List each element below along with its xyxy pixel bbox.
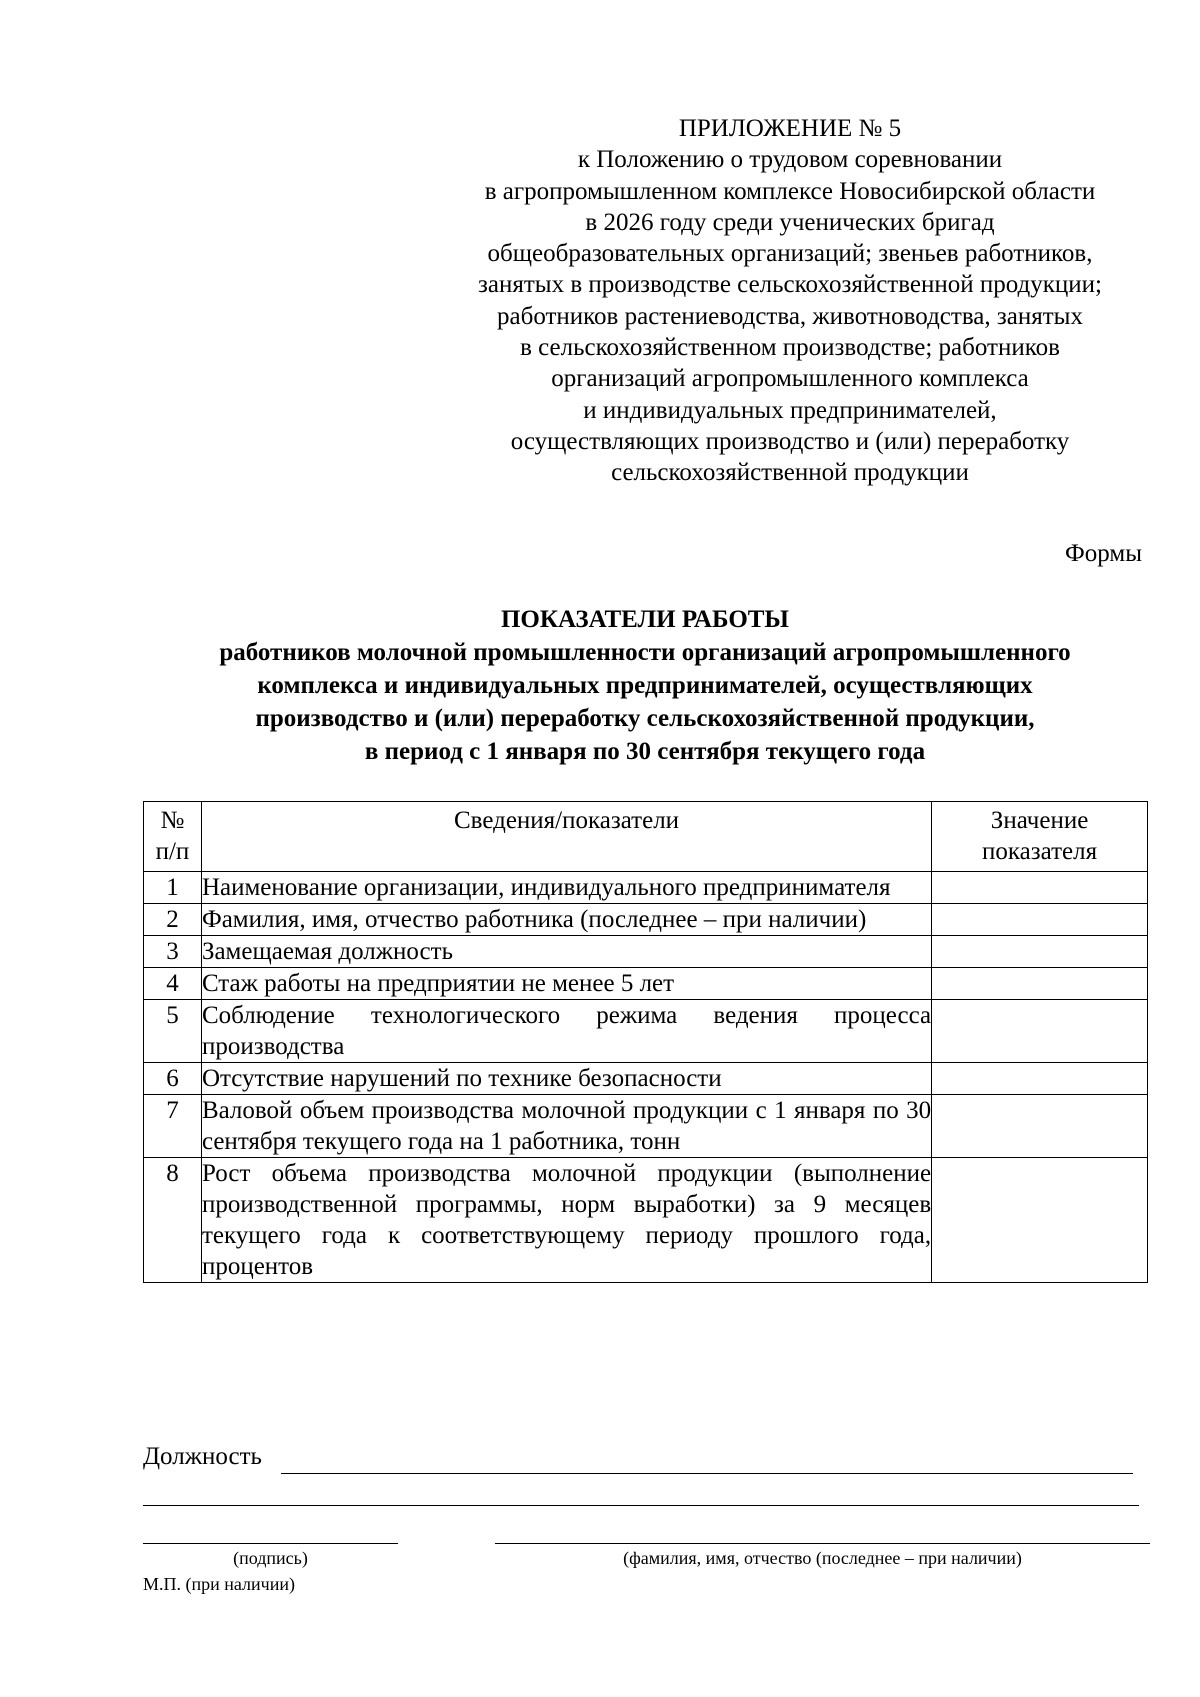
row-number: 5 (144, 1000, 202, 1063)
position-continuation-line[interactable] (143, 1505, 1139, 1506)
table-row (144, 1158, 1148, 1283)
table-row (144, 872, 1148, 904)
row-value-cell[interactable] (932, 1095, 1148, 1158)
appendix-line: осуществляющих производство и (или) переработку (510, 427, 1070, 455)
table-row (144, 904, 1148, 936)
row-number: 1 (144, 872, 202, 904)
position-row (143, 1440, 1133, 1474)
table-row (144, 1095, 1148, 1158)
appendix-line: в 2026 году среди ученических бригад (585, 208, 995, 236)
full-name-caption: (фамилия, имя, отчество (последнее – при наличии) (623, 1548, 1022, 1568)
row-value-cell[interactable] (932, 1063, 1148, 1095)
header-value-line1: Значение (990, 807, 1089, 834)
appendix-line: сельскохозяйственной продукции (611, 459, 969, 487)
row-value-cell[interactable] (932, 904, 1148, 936)
appendix-line: в сельскохозяйственном производстве; работников (520, 334, 1060, 362)
header-desc (201, 802, 931, 872)
row-description: Фамилия, имя, отчество работника (последнее – при наличии) (201, 904, 931, 936)
header-value-line2: показателя (982, 838, 1098, 865)
appendix-line: в агропромышленном комплексе Новосибирской области (484, 177, 1096, 205)
title-subline: комплекса и индивидуальных предпринимателей, осуществляющих (257, 672, 1033, 699)
row-number: 6 (144, 1063, 202, 1095)
table-row (144, 1000, 1148, 1063)
row-value-cell[interactable] (932, 936, 1148, 968)
document-title (140, 603, 1150, 768)
title-main: ПОКАЗАТЕЛИ РАБОТЫ (500, 606, 789, 633)
header-desc-label: Сведения/показатели (454, 807, 680, 834)
title-subline: производство и (или) переработку сельскохозяйственной продукции, (255, 705, 1035, 732)
row-description: Отсутствие нарушений по технике безопасности (201, 1063, 931, 1095)
row-number: 8 (144, 1158, 202, 1283)
row-number: 4 (144, 968, 202, 1000)
appendix-line: ПРИЛОЖЕНИЕ № 5 (678, 115, 902, 142)
row-description: Наименование организации, индивидуального предпринимателя (201, 872, 931, 904)
appendix-line: к Положению о трудовом соревновании (577, 146, 1003, 174)
position-label: Должность (143, 1443, 262, 1470)
table-row (144, 1063, 1148, 1095)
row-number: 3 (144, 936, 202, 968)
header-num-line2: п/п (155, 838, 190, 865)
full-name-line[interactable] (495, 1543, 1150, 1544)
appendix-line: организаций агропромышленного комплекса (551, 365, 1029, 393)
row-value-cell[interactable] (932, 872, 1148, 904)
appendix-header (420, 113, 1160, 489)
position-fill-line[interactable] (281, 1473, 1133, 1474)
signature-line[interactable] (143, 1543, 398, 1544)
table-header-row (144, 802, 1148, 872)
signature-caption: (подпись) (233, 1548, 308, 1568)
row-description: Рост объема производства молочной продукции (выполнение производственной программы, норм выработки) за 9 месяцев текущего года к соответствующему периоду прошлого года, процентов (201, 1158, 931, 1283)
title-subline: в период с 1 января по 30 сентября текущего года (364, 738, 926, 765)
table-row (144, 968, 1148, 1000)
row-number: 7 (144, 1095, 202, 1158)
header-num (144, 802, 202, 872)
forms-label: Формы (1065, 540, 1142, 567)
row-description: Соблюдение технологического режима ведения процесса производства (201, 1000, 931, 1063)
appendix-line: занятых в производстве сельскохозяйственной продукции; (478, 271, 1102, 299)
row-value-cell[interactable] (932, 968, 1148, 1000)
row-number: 2 (144, 904, 202, 936)
indicators-table (143, 801, 1148, 1283)
row-description: Валовой объем производства молочной продукции с 1 января по 30 сентября текущего года на 1 работника, тонн (201, 1095, 931, 1158)
table-row (144, 936, 1148, 968)
row-description: Стаж работы на предприятии не менее 5 лет (201, 968, 931, 1000)
title-subline: работников молочной промышленности организаций агропромышленного (219, 639, 1071, 666)
header-value (932, 802, 1148, 872)
header-num-line1: № (160, 807, 185, 834)
appendix-line: и индивидуальных предпринимателей, (583, 396, 997, 424)
stamp-label: М.П. (при наличии) (143, 1574, 295, 1594)
row-value-cell[interactable] (932, 1158, 1148, 1283)
row-value-cell[interactable] (932, 1000, 1148, 1063)
appendix-line: общеобразовательных организаций; звеньев работников, (487, 240, 1093, 268)
row-description: Замещаемая должность (201, 936, 931, 968)
appendix-line: работников растениеводства, животноводства, занятых (497, 302, 1083, 330)
